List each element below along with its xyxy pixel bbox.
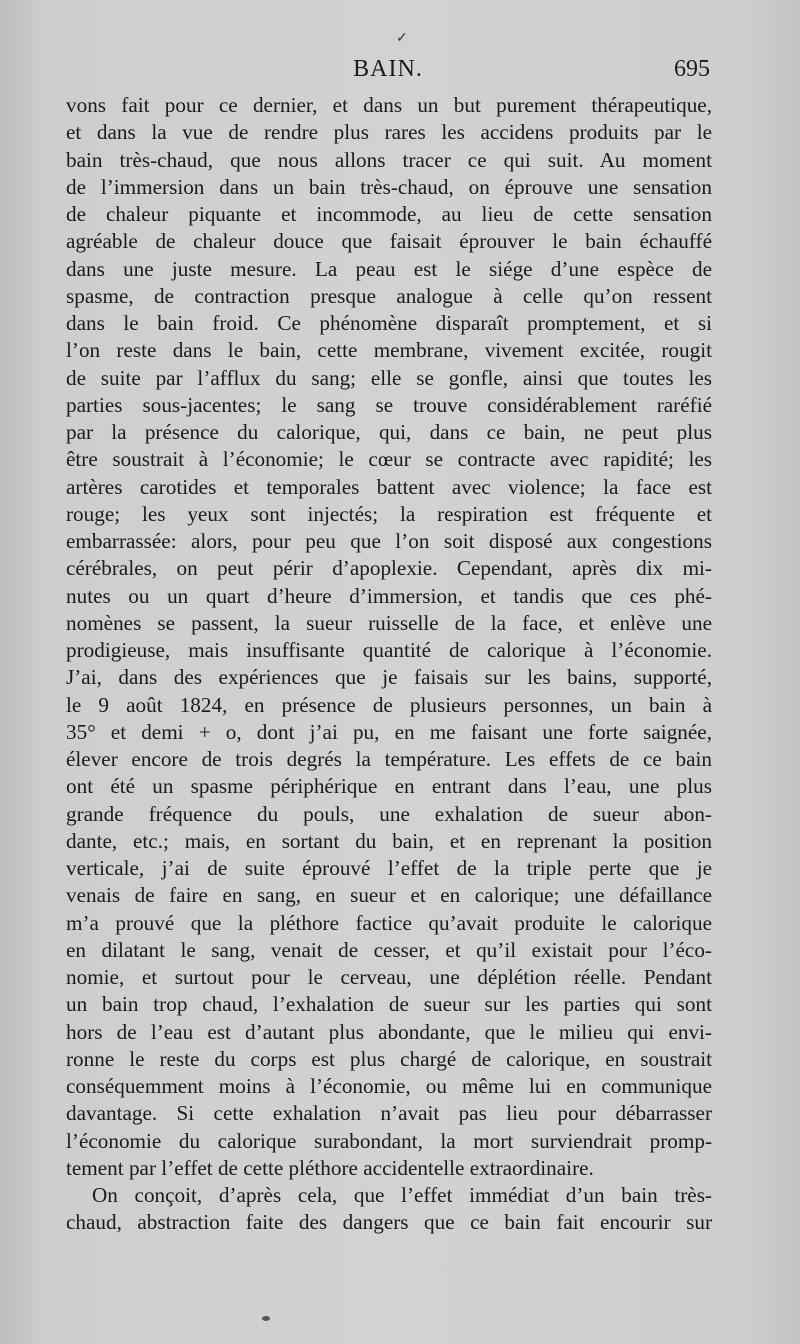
text-line: être soustrait à l’économie; le cœur se contracte avec rapidité; les [66, 447, 712, 472]
text-line: bain très-chaud, que nous allons tracer ce qui suit. Au moment [66, 147, 712, 172]
text-line: par la présence du calorique, qui, dans ce bain, ne peut plus [66, 420, 712, 444]
text-line-paragraph-end: tement par l’effet de cette pléthore accidentelle extraordinaire. [66, 1155, 594, 1180]
text-line: l’économie du calorique surabondant, la mort surviendrait promp- [66, 1128, 712, 1153]
text-line: grande fréquence du pouls, une exhalation de sueur abon- [66, 801, 712, 826]
page-number: 695 [674, 56, 710, 82]
text-line: le 9 août 1824, en présence de plusieurs personnes, un bain à [66, 692, 712, 717]
text-line: dans le bain froid. Ce phénomène disparaît promptement, et si [66, 311, 712, 335]
text-line: ronne le reste du corps est plus chargé de calorique, en soustrait [66, 1046, 712, 1071]
text-line: nomènes se passent, la sueur ruisselle de la face, et enlève une [66, 610, 712, 635]
text-line: parties sous-jacentes; le sang se trouve considérablement raréfié [66, 392, 712, 417]
text-line: spasme, de contraction presque analogue à celle qu’on ressent [66, 283, 712, 308]
text-line: un bain trop chaud, l’exhalation de sueur sur les parties qui sont [66, 992, 712, 1017]
running-title: BAIN. [353, 56, 423, 82]
text-line: vons fait pour ce dernier, et dans un but purement thérapeutique, [66, 93, 712, 117]
text-line: embarrassée: alors, pour peu que l’on soit disposé aux congestions [66, 529, 712, 553]
text-line: ont été un spasme périphérique en entrant dans l’eau, une plus [66, 774, 712, 799]
text-line: chaud, abstraction faite des dangers que ce bain fait encourir sur [66, 1210, 712, 1235]
text-line: de l’immersion dans un bain très-chaud, on éprouve une sensation [66, 174, 712, 199]
text-line: hors de l’eau est d’autant plus abondante, que le milieu qui envi- [66, 1019, 712, 1044]
page-header [64, 56, 712, 90]
ink-smudge [262, 1316, 270, 1321]
text-line: dante, etc.; mais, en sortant du bain, et en reprenant la position [66, 828, 712, 853]
text-line: en dilatant le sang, venait de cesser, et qu’il existait pour l’éco- [66, 937, 712, 962]
text-line: et dans la vue de rendre plus rares les accidens produits par le [66, 120, 712, 145]
text-line: cérébrales, on peut périr d’apoplexie. Cependant, après dix mi- [66, 556, 712, 581]
text-line: J’ai, dans des expériences que je faisais sur les bains, supporté, [66, 665, 712, 690]
text-line: verticale, j’ai de suite éprouvé l’effet de la triple perte que je [66, 856, 712, 880]
text-line: m’a prouvé que la pléthore factice qu’avait produite le calorique [66, 910, 712, 935]
text-line: venais de faire en sang, en sueur et en calorique; une défaillance [66, 883, 712, 908]
text-line: de suite par l’afflux du sang; elle se gonfle, ainsi que toutes les [66, 365, 712, 390]
text-line: nomie, et surtout pour le cerveau, une déplétion réelle. Pendant [66, 965, 712, 989]
text-line: agréable de chaleur douce que faisait éprouver le bain échauffé [66, 229, 712, 254]
text-line: de chaleur piquante et incommode, au lieu de cette sensation [66, 202, 712, 226]
text-line: prodigieuse, mais insuffisante quantité de calorique à l’économie. [66, 638, 712, 662]
text-line: l’on reste dans le bain, cette membrane, vivement excitée, rougit [66, 338, 712, 363]
text-line: dans une juste mesure. La peau est le siége d’une espèce de [66, 256, 712, 281]
text-line: rouge; les yeux sont injectés; la respiration est fréquente et [66, 501, 712, 526]
text-line: élever encore de trois degrés la température. Les effets de ce bain [66, 747, 712, 771]
text-line-paragraph-start: On conçoit, d’après cela, que l’effet immédiat d’un bain très- [92, 1183, 712, 1207]
text-line: 35° et demi + o, dont j’ai pu, en me faisant une forte saignée, [66, 719, 712, 744]
text-line: nutes ou un quart d’heure d’immersion, et tandis que ces phé- [66, 583, 712, 608]
body-text [66, 92, 712, 1237]
text-line: conséquemment moins à l’économie, ou même lui en communique [66, 1074, 712, 1098]
ink-mark: ✓ [396, 31, 408, 46]
text-line: artères carotides et temporales battent avec violence; la face est [66, 474, 712, 499]
text-line: davantage. Si cette exhalation n’avait pas lieu pour débarrasser [66, 1101, 712, 1126]
